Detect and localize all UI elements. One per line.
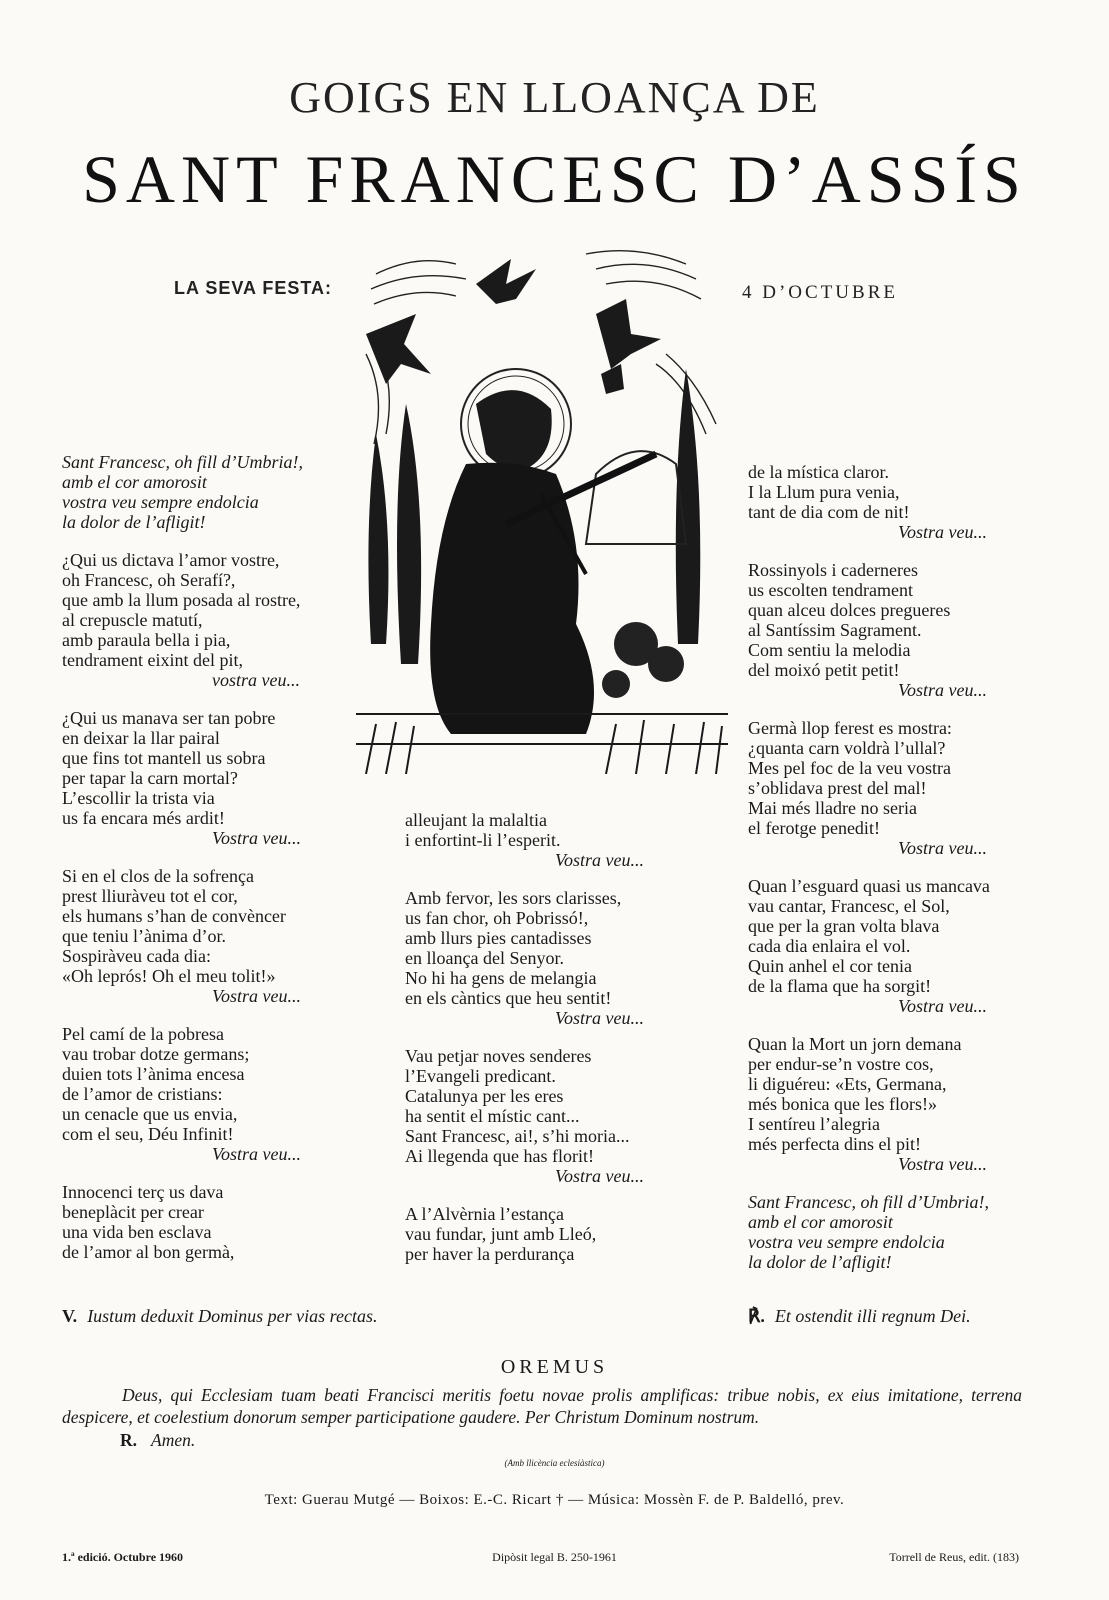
verse-line: amb llurs pies cantadisses bbox=[405, 928, 592, 948]
verse-line: que per la gran volta blava bbox=[748, 916, 940, 936]
amen-mark: R. bbox=[120, 1430, 138, 1450]
verse-line: en deixar la llar pairal bbox=[62, 728, 220, 748]
verse-line: beneplàcit per crear bbox=[62, 1202, 204, 1222]
verse-line: com el seu, Déu Infinit! bbox=[62, 1124, 234, 1144]
verse-line: de l’amor de cristians: bbox=[62, 1084, 223, 1104]
verse-line: Quan la Mort un jorn demana bbox=[748, 1034, 962, 1054]
saint-francis-woodcut-illustration bbox=[356, 244, 728, 774]
verse-line: i enfortint-li l’esperit. bbox=[405, 830, 561, 850]
prayer-text bbox=[62, 1384, 1022, 1428]
verse-line: al crepuscle matutí, bbox=[62, 610, 203, 630]
versicle-text: Iustum deduxit Dominus per vias rectas. bbox=[87, 1306, 378, 1326]
response bbox=[748, 1306, 971, 1327]
verse-line: en lloança del Senyor. bbox=[405, 948, 564, 968]
verse-line: A l’Alvèrnia l’estança bbox=[405, 1204, 564, 1224]
verse-line: Sant Francesc, oh fill d’Umbria!, bbox=[62, 452, 303, 472]
response-mark: ℟. bbox=[748, 1306, 765, 1326]
verse-line: Innocenci terç us dava bbox=[62, 1182, 224, 1202]
refrain-reference: Vostra veu... bbox=[555, 1166, 644, 1186]
verse-line: Mai més lladre no seria bbox=[748, 798, 917, 818]
verse-line: que teniu l’ànima d’or. bbox=[62, 926, 226, 946]
verse-line: que amb la llum posada al rostre, bbox=[62, 590, 301, 610]
verse-line: per tapar la carn mortal? bbox=[62, 768, 238, 788]
verse-line: L’escollir la trista via bbox=[62, 788, 215, 808]
verse-line: una vida ben esclava bbox=[62, 1222, 212, 1242]
verse-column-1 bbox=[62, 452, 303, 1262]
verse-line: tendrament eixint del pit, bbox=[62, 650, 243, 670]
verse-line: ¿Qui us manava ser tan pobre bbox=[62, 708, 276, 728]
feast-label: LA SEVA FESTA: bbox=[174, 278, 332, 298]
verse-line: duien tots l’ànima encesa bbox=[62, 1064, 245, 1084]
verse-column-2 bbox=[405, 810, 644, 1264]
ecclesiastical-licence: (Amb llicència eclesiàstica) bbox=[504, 1458, 605, 1468]
verse-line: els humans s’han de convèncer bbox=[62, 906, 286, 926]
publisher-note: Torrell de Reus, edit. (183) bbox=[889, 1550, 1019, 1564]
verse-line: per haver la perdurança bbox=[405, 1244, 575, 1264]
verse-line: vau cantar, Francesc, el Sol, bbox=[748, 896, 950, 916]
verse-line: la dolor de l’afligit! bbox=[748, 1252, 892, 1272]
verse-line: us fa encara més ardit! bbox=[62, 808, 225, 828]
verse-line: amb paraula bella i pia, bbox=[62, 630, 231, 650]
verse-line: Germà llop ferest es mostra: bbox=[748, 718, 952, 738]
versicle-mark: V. bbox=[62, 1306, 78, 1326]
verse-line: Quin anhel el cor tenia bbox=[748, 956, 912, 976]
verse-line: No hi ha gens de melangia bbox=[405, 968, 597, 988]
feast-date: 4 D’OCTUBRE bbox=[742, 282, 898, 303]
verse-line: de l’amor al bon germà, bbox=[62, 1242, 235, 1262]
verse-line: vostra veu sempre endolcia bbox=[748, 1232, 945, 1252]
refrain-reference: Vostra veu... bbox=[898, 522, 987, 542]
refrain-reference: Vostra veu... bbox=[898, 996, 987, 1016]
verse-line: al Santíssim Sagrament. bbox=[748, 620, 922, 640]
amen-response bbox=[120, 1430, 195, 1451]
verse-line: més bonica que les flors!» bbox=[748, 1094, 937, 1114]
verse-line: oh Francesc, oh Serafí?, bbox=[62, 570, 236, 590]
verse-line: en els càntics que heu sentit! bbox=[405, 988, 612, 1008]
verse-column-3 bbox=[748, 462, 990, 1272]
versicle bbox=[62, 1306, 377, 1327]
verse-line: prest lliuràveu tot el cor, bbox=[62, 886, 238, 906]
refrain-reference: Vostra veu... bbox=[212, 1144, 301, 1164]
verse-line: vau trobar dotze germans; bbox=[62, 1044, 250, 1064]
verse-line: de la flama que ha sorgit! bbox=[748, 976, 932, 996]
verse-line: ¿Qui us dictava l’amor vostre, bbox=[62, 550, 280, 570]
verse-line: Mes pel foc de la veu vostra bbox=[748, 758, 951, 778]
verse-line: I la Llum pura venia, bbox=[748, 482, 900, 502]
refrain-reference: Vostra veu... bbox=[212, 828, 301, 848]
verse-line: vau fundar, junt amb Lleó, bbox=[405, 1224, 597, 1244]
verse-line: vostra veu sempre endolcia bbox=[62, 492, 259, 512]
verse-line: del moixó petit petit! bbox=[748, 660, 900, 680]
verse-line: que fins tot mantell us sobra bbox=[62, 748, 266, 768]
verse-line: un cenacle que us envia, bbox=[62, 1104, 238, 1124]
verse-line: us fan chor, oh Pobrissó!, bbox=[405, 908, 589, 928]
title-line-2: SANT FRANCESC D’ASSÍS bbox=[82, 141, 1027, 217]
verse-line: us escolten tendrament bbox=[748, 580, 913, 600]
refrain-reference: Vostra veu... bbox=[555, 1008, 644, 1028]
refrain-reference: Vostra veu... bbox=[898, 680, 987, 700]
verse-line: ha sentit el místic cant... bbox=[405, 1106, 580, 1126]
verse-line: Ai llegenda que has florit! bbox=[405, 1146, 594, 1166]
verse-line: Vau petjar noves senderes bbox=[405, 1046, 592, 1066]
verse-line: amb el cor amorosit bbox=[62, 472, 207, 492]
verse-line: amb el cor amorosit bbox=[748, 1212, 893, 1232]
oremus-heading: OREMUS bbox=[500, 1356, 609, 1378]
verse-line: tant de dia com de nit! bbox=[748, 502, 910, 522]
refrain-reference: Vostra veu... bbox=[212, 986, 301, 1006]
verse-line: més perfecta dins el pit! bbox=[748, 1134, 921, 1154]
prayer-body: Deus, qui Ecclesiam tuam beati Francisci meritis foetu novae prolis amplificas: tribue nobis, ex eius imitatione, terrena despicere, et coelestium donorum semper participatione gaudere. Per Christum Dominum nostrum. bbox=[62, 1385, 1022, 1427]
verse-line: la dolor de l’afligit! bbox=[62, 512, 206, 532]
verse-line: alleujant la malaltia bbox=[405, 810, 547, 830]
refrain-reference: vostra veu... bbox=[212, 670, 300, 690]
verse-line: cada dia enlaira el vol. bbox=[748, 936, 911, 956]
verse-line: s’oblidava prest del mal! bbox=[748, 778, 927, 798]
verse-line: Pel camí de la pobresa bbox=[62, 1024, 224, 1044]
refrain-reference: Vostra veu... bbox=[898, 1154, 987, 1174]
verse-line: I sentíreu l’alegria bbox=[748, 1114, 880, 1134]
credits-line: Text: Guerau Mutgé — Boixos: E.-C. Ricart † — Música: Mossèn F. de P. Baldelló, prev. bbox=[264, 1492, 845, 1508]
verse-line: Sospiràveu cada dia: bbox=[62, 946, 211, 966]
verse-line: li diguéreu: «Ets, Germana, bbox=[748, 1074, 947, 1094]
verse-line: Catalunya per les eres bbox=[405, 1086, 564, 1106]
legal-deposit: Dipòsit legal B. 250-1961 bbox=[492, 1550, 617, 1564]
amen-text: Amen. bbox=[151, 1430, 196, 1450]
verse-line: «Oh leprós! Oh el meu tolit!» bbox=[62, 966, 276, 986]
refrain-reference: Vostra veu... bbox=[555, 850, 644, 870]
verse-line: Quan l’esguard quasi us mancava bbox=[748, 876, 990, 896]
title-line-1: GOIGS EN LLOANÇA DE bbox=[289, 73, 820, 122]
verse-line: l’Evangeli predicant. bbox=[405, 1066, 556, 1086]
verse-line: quan alceu dolces pregueres bbox=[748, 600, 951, 620]
verse-line: per endur-se’n vostre cos, bbox=[748, 1054, 934, 1074]
refrain-reference: Vostra veu... bbox=[898, 838, 987, 858]
verse-line: Rossinyols i caderneres bbox=[748, 560, 918, 580]
edition-note: 1.ª edició. Octubre 1960 bbox=[62, 1550, 184, 1564]
verse-line: de la mística claror. bbox=[748, 462, 889, 482]
verse-line: el ferotge penedit! bbox=[748, 818, 880, 838]
verse-line: Com sentiu la melodia bbox=[748, 640, 911, 660]
verse-line: Sant Francesc, ai!, s’hi moria... bbox=[405, 1126, 630, 1146]
verse-line: Si en el clos de la sofrença bbox=[62, 866, 254, 886]
verse-line: ¿quanta carn voldrà l’ullal? bbox=[748, 738, 946, 758]
response-text: Et ostendit illi regnum Dei. bbox=[774, 1306, 971, 1326]
verse-line: Amb fervor, les sors clarisses, bbox=[405, 888, 622, 908]
verse-line: Sant Francesc, oh fill d’Umbria!, bbox=[748, 1192, 989, 1212]
